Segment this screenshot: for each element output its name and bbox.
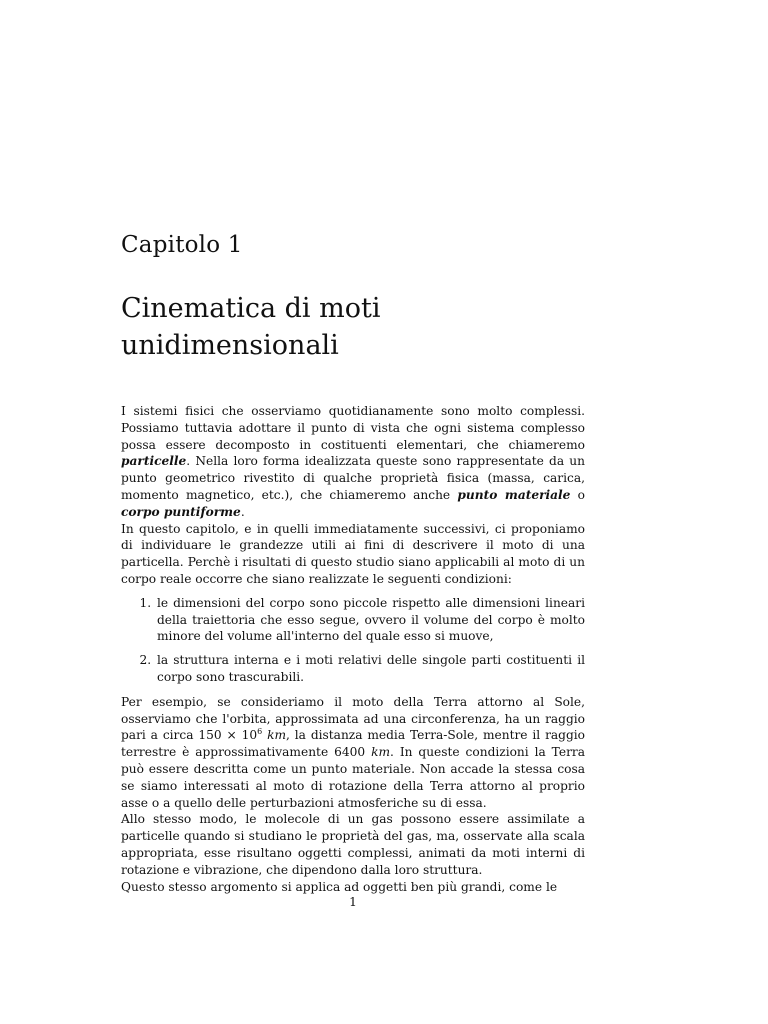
list-item: 1. le dimensioni del corpo sono piccole rispetto alle dimensioni lineari della traiettoria che esso segue, ovvero il volume del corpo è molto minore del volume all'interno del quale esso si muove, xyxy=(155,595,585,645)
chapter-label: Capitolo 1 xyxy=(121,232,243,258)
chapter-title xyxy=(121,290,585,364)
document-page xyxy=(121,0,585,1024)
distance-unit: km xyxy=(267,728,287,743)
intro-text-2: . Nella loro forma idealizzata queste sono rappresentate da un punto geometrico rivestito di qualche proprietà fisica (massa, carica, momento magnetico, etc.), che chiameremo anche xyxy=(121,454,585,502)
example-text-3: . In queste condizioni la Terra può essere descritta come un punto materiale. Non accade la stessa cosa se siamo interessati al moto di rotazione della Terra attorno al proprio asse o a quello delle perturbazioni atmosferiche su di essa. xyxy=(121,745,585,810)
conditions-list xyxy=(121,595,585,686)
intro-text-3: . xyxy=(240,504,245,519)
intro-paragraph xyxy=(121,403,585,521)
term-corpo-puntiforme: corpo puntiforme xyxy=(121,504,241,519)
example-text-1: Per esempio, se consideriamo il moto della Terra attorno al Sole, osserviamo che l'orbita, approssimata ad una circonferenza, ha un raggio pari a circa xyxy=(121,694,585,743)
chapter-title-line2: unidimensionali xyxy=(121,330,339,361)
distance-value xyxy=(198,728,262,742)
intro-text-1: I sistemi fisici che osserviamo quotidianamente sono molto complessi. Possiamo tuttavia adottare il punto di vista che ogni sistema complesso possa essere decomposto in costituenti elementari, che chiameremo xyxy=(121,404,585,452)
term-particelle: particelle xyxy=(121,454,187,469)
radius-unit: km xyxy=(371,745,391,760)
term-punto-materiale: punto materiale xyxy=(457,487,571,502)
distance-base: 150 × 10 xyxy=(198,728,258,743)
scope-paragraph: In questo capitolo, e in quelli immediatamente successivi, ci proponiamo di individuare le grandezze utili ai fini di descrivere il moto di una particella. Perchè i risultati di questo studio siano applicabili al moto di un corpo reale occorre che siano realizzate le seguenti condizioni: xyxy=(121,521,585,586)
list-item: 2. la struttura interna e i moti relativi delle singole parti costituenti il corpo sono trascurabili. xyxy=(155,652,585,686)
continuation-paragraph: Questo stesso argomento si applica ad oggetti ben più grandi, come le xyxy=(121,879,558,894)
chapter-title-line1: Cinematica di moti xyxy=(121,293,381,324)
gas-paragraph: Allo stesso modo, le molecole di un gas possono essere assimilate a particelle quando si studiano le proprietà del gas, ma, osservate alla scala appropriata, esse risultano oggetti complessi, animati da moti interni di rotazione e vibrazione, che dipendono dalla loro struttura. xyxy=(121,812,585,877)
radius-value: 6400 xyxy=(334,745,366,760)
example-text-2: , la distanza media Terra-Sole, mentre il raggio terrestre è approssimativamente xyxy=(121,728,586,760)
page-number: 1 xyxy=(349,895,357,909)
distance-exponent: 6 xyxy=(257,727,263,737)
chapter-body xyxy=(121,403,585,895)
intro-connector: o xyxy=(570,487,585,502)
example-paragraph xyxy=(121,694,585,812)
